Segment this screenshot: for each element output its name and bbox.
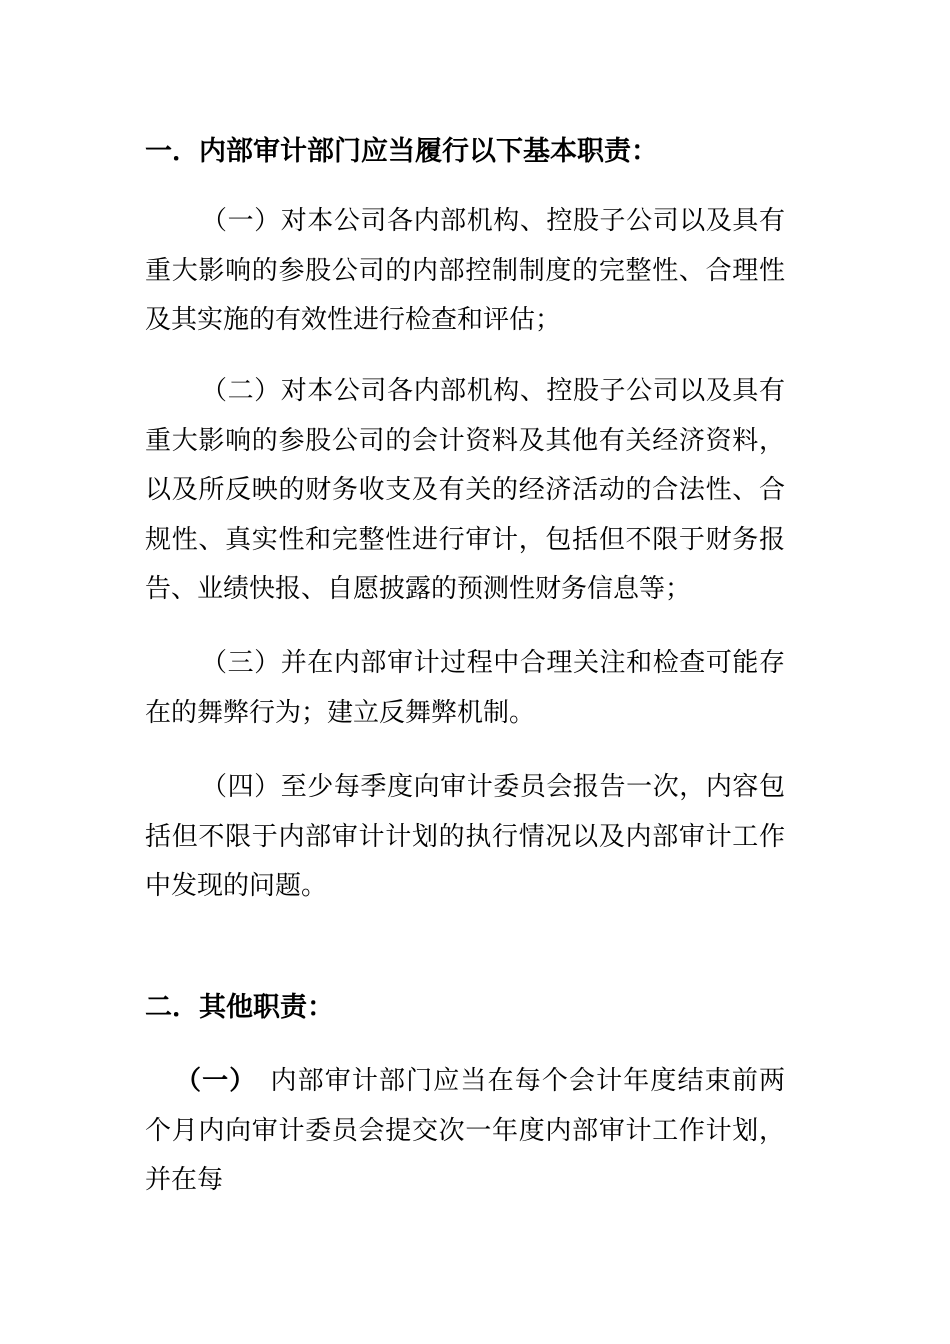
section-1-item-2: （二）对本公司各内部机构、控股子公司以及具有重大影响的参股公司的会计资料及其他有关经济资料，以及所反映的财务收支及有关的经济活动的合法性、合规性、真实性和完整性进行审计，包括但不限于财务报告、业绩快报、自愿披露的预测性财务信息等； <box>145 376 785 604</box>
section-1-item-3: （三）并在内部审计过程中合理关注和检查可能存在的舞弊行为；建立反舞弊机制。 <box>145 648 785 728</box>
section-2-item-1-text: 内部审计部门应当在每个会计年度结束前两个月内向审计委员会提交次一年度内部审计工作计划，并在每 <box>145 1066 785 1195</box>
section-1-item-1: （一）对本公司各内部机构、控股子公司以及具有重大影响的参股公司的内部控制制度的完整性、合理性及其实施的有效性进行检查和评估； <box>145 206 785 335</box>
section-1-heading: 一．内部审计部门应当履行以下基本职责： <box>145 136 658 167</box>
section-2-item-1 <box>145 1057 785 1206</box>
section-2-heading: 二．其他职责： <box>145 992 334 1023</box>
section-1-item-4: （四）至少每季度向审计委员会报告一次，内容包括但不限于内部审计计划的执行情况以及内部审计工作中发现的问题。 <box>145 772 785 901</box>
section-2-item-1-number: （一） <box>175 1066 257 1096</box>
